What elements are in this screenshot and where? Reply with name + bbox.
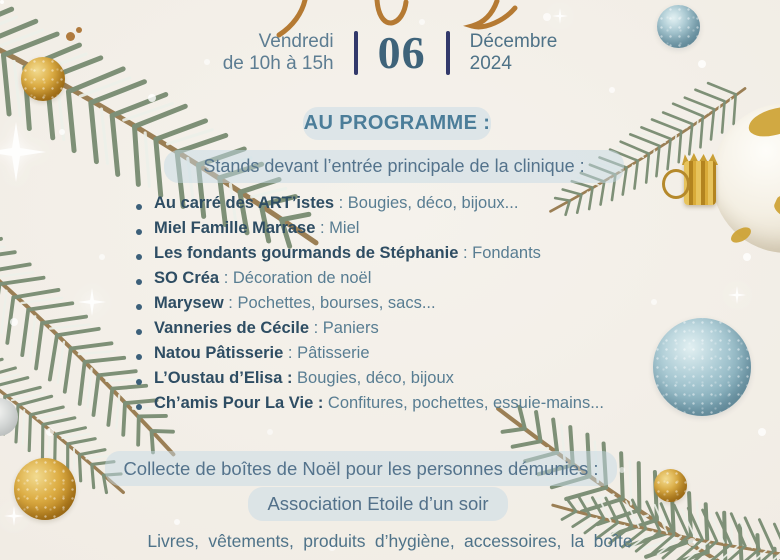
stand-desc: : Pochettes, bourses, sacs...	[223, 294, 436, 312]
stand-desc: Bougies, déco, bijoux	[292, 369, 454, 387]
list-item	[136, 369, 661, 394]
date-hours: de 10h à 15h	[222, 53, 334, 74]
sparkle-star-icon	[728, 286, 746, 304]
stand-desc: : Paniers	[309, 319, 379, 337]
bullet-icon	[136, 379, 142, 385]
stand-name: Au carré des ART’istes	[154, 194, 335, 212]
date-weekday: Vendredi	[258, 31, 334, 52]
bullet-icon	[136, 254, 142, 260]
list-item	[136, 294, 661, 319]
bullet-icon	[136, 354, 142, 360]
list-item	[136, 394, 661, 419]
donation-items-line: Livres, vêtements, produits d’hygiène, accessoires, la boîte	[147, 531, 633, 551]
stand-desc: : Fondants	[458, 244, 541, 262]
sparkle-star-icon	[552, 8, 568, 24]
stand-name: Ch’amis Pour La Vie :	[154, 394, 324, 412]
stands-heading-pill	[164, 150, 624, 183]
list-item	[136, 219, 661, 244]
date-divider-left	[354, 31, 358, 75]
blue-bauble-right-icon	[653, 318, 751, 416]
gold-bauble-right-icon	[654, 469, 687, 502]
collection-heading-pill	[105, 451, 617, 486]
list-item	[136, 319, 661, 344]
list-item	[136, 269, 661, 294]
stand-name: Marysew	[154, 294, 224, 312]
stand-name: Les fondants gourmands de Stéphanie	[154, 244, 459, 262]
date-year: 2024	[469, 53, 512, 74]
date-weekday-block	[223, 31, 334, 75]
bullet-icon	[136, 229, 142, 235]
stand-name: Miel Famille Marrase	[154, 219, 316, 237]
date-month-block	[470, 31, 558, 75]
stand-name: Vanneries de Cécile	[154, 319, 310, 337]
list-item	[136, 244, 661, 269]
stands-heading: Stands devant l’entrée principale de la clinique :	[203, 156, 585, 176]
stand-list	[136, 194, 661, 419]
date-block	[0, 27, 780, 78]
program-heading: AU PROGRAMME :	[303, 112, 491, 134]
date-month: Décembre	[469, 31, 558, 52]
sparkle-star-icon	[78, 288, 106, 316]
bullet-icon	[136, 204, 142, 210]
bullet-icon	[136, 329, 142, 335]
date-day-number: 06	[377, 27, 426, 78]
list-item	[136, 344, 661, 369]
sparkle-star-icon	[0, 122, 46, 182]
association-name: Association Etoile d’un soir	[267, 493, 489, 514]
bullet-icon	[136, 404, 142, 410]
bullet-icon	[136, 304, 142, 310]
stand-desc: : Bougies, déco, bijoux...	[334, 194, 519, 212]
stand-name: Natou Pâtisserie	[154, 344, 284, 362]
stand-desc: Confitures, pochettes, essuie-mains...	[323, 394, 604, 412]
stand-name: SO Créa	[154, 269, 220, 287]
list-item	[136, 194, 661, 219]
bullet-icon	[136, 279, 142, 285]
date-divider-right	[446, 31, 450, 75]
stand-name: L’Oustau d’Elisa :	[154, 369, 293, 387]
program-heading-pill	[303, 107, 491, 140]
collection-heading: Collecte de boîtes de Noël pour les personnes démunies :	[123, 457, 599, 479]
stand-desc: : Décoration de noël	[219, 269, 372, 287]
stand-desc: : Pâtisserie	[283, 344, 370, 362]
sparkle-star-icon	[4, 506, 24, 526]
stand-desc: : Miel	[315, 219, 360, 237]
association-pill	[248, 487, 508, 521]
